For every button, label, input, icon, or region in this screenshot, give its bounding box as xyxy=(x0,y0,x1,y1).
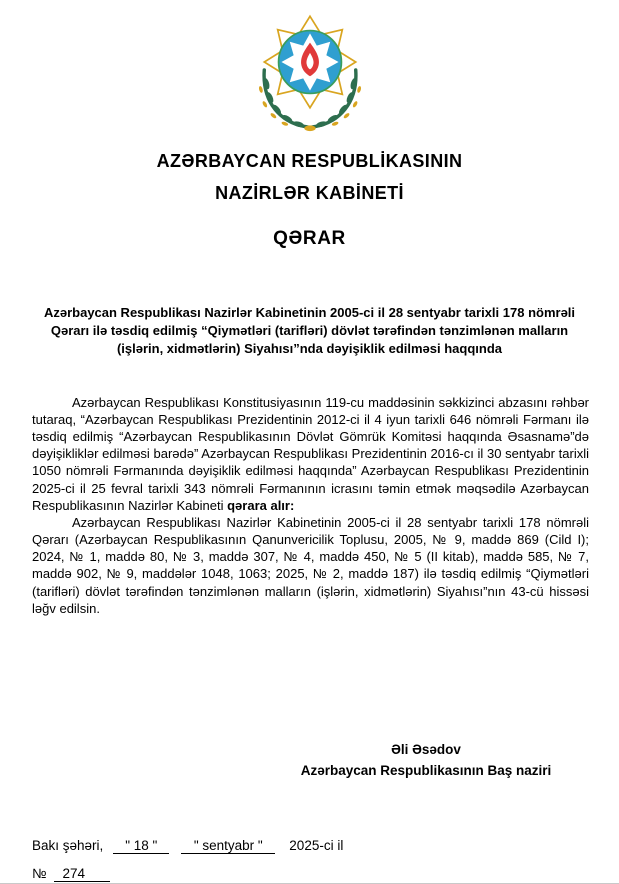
decree-body xyxy=(32,394,589,617)
year-value: 2025-ci il xyxy=(289,838,344,853)
organization-name-line1: AZƏRBAYCAN RESPUBLİKASININ xyxy=(156,151,463,171)
decree-paragraph-1 xyxy=(32,394,589,514)
signer-name: Əli Əsədov xyxy=(391,742,461,757)
paragraph-1-text: Azərbaycan Respublikası Konstitusiyasının 119-cu maddəsinin səkkizinci abzasını rəhbər tutaraq, “Azərbaycan Respublikası Prezidentinin 2012-ci il 4 iyun tarixli 646 nömrəli Fərmanı ilə təsdiq edilmiş “Azərbaycan Respublikasının Dövlət Gömrük Komitəsi haqqında Əsasnamə”də dəyişikliklər edilməsi barədə” Azərbaycan Respublikası Prezidentinin 2016-cı il 30 sentyabr tarixli 1050 nömrəli Fərmanında dəyişiklik edilməsi haqqında” Azərbaycan Respublikası Prezidentinin 2025-ci il 25 fevral tarixli 343 nömrəli Fərmanının icrasını təmin etmək məqsədilə Azərbaycan Respublikasının Nazirlər Kabineti xyxy=(32,394,589,513)
decree-subject-heading: Azərbaycan Respublikası Nazirlər Kabinetinin 2005-ci il 28 sentyabr tarixli 178 nömrəli Qərarı ilə təsdiq edilmiş “Qiymətləri (tarifləri) dövlət tərəfindən tənzimlənən malların (işlərin, xidmətlərin) Siyahısı”nda dəyişiklik edilməsi haqqında xyxy=(43,305,576,356)
place-label: Bakı şəhəri, xyxy=(32,838,104,853)
date-line xyxy=(32,838,343,854)
signer-title: Azərbaycan Respublikasının Baş naziri xyxy=(300,762,552,778)
decree-paragraph-2: Azərbaycan Respublikası Nazirlər Kabinetinin 2005-ci il 28 sentyabr tarixli 178 nömrəli Qərarı (Azərbaycan Respublikasının Qanunvericilik Toplusu, 2005, № 9, maddə 869 (Cild I); 2024, № 1, maddə 80, № 3, maddə 307, № 4, maddə 450, № 5 (II kitab), maddə 585, № 7, maddə 902, № 9, maddələr 1048, 1063; 2025, № 2, maddə 187) ilə təsdiq edilmiş “Qiymətləri (tarifləri) dövlət tərəfindən tənzimlənən malların (işlərin, xidmətlərin) Siyahısı”nın 43-cü hissəsi ləğv edilsin. xyxy=(32,514,589,616)
azerbaijan-state-emblem-icon xyxy=(0,0,619,139)
number-label: № xyxy=(32,866,47,881)
number-value: 274 xyxy=(54,866,110,882)
document-type-title: QƏRAR xyxy=(273,228,346,249)
state-emblem-svg xyxy=(247,6,373,134)
day-value: " 18 " xyxy=(113,838,169,854)
organization-name-line2: NAZİRLƏR KABİNETİ xyxy=(215,183,404,203)
signature-block xyxy=(261,740,591,782)
month-value: " sentyabr " xyxy=(181,838,275,854)
number-line xyxy=(32,866,110,882)
paragraph-1-resolution-phrase: qərara alır: xyxy=(227,497,295,513)
eight-pointed-star xyxy=(264,16,355,107)
